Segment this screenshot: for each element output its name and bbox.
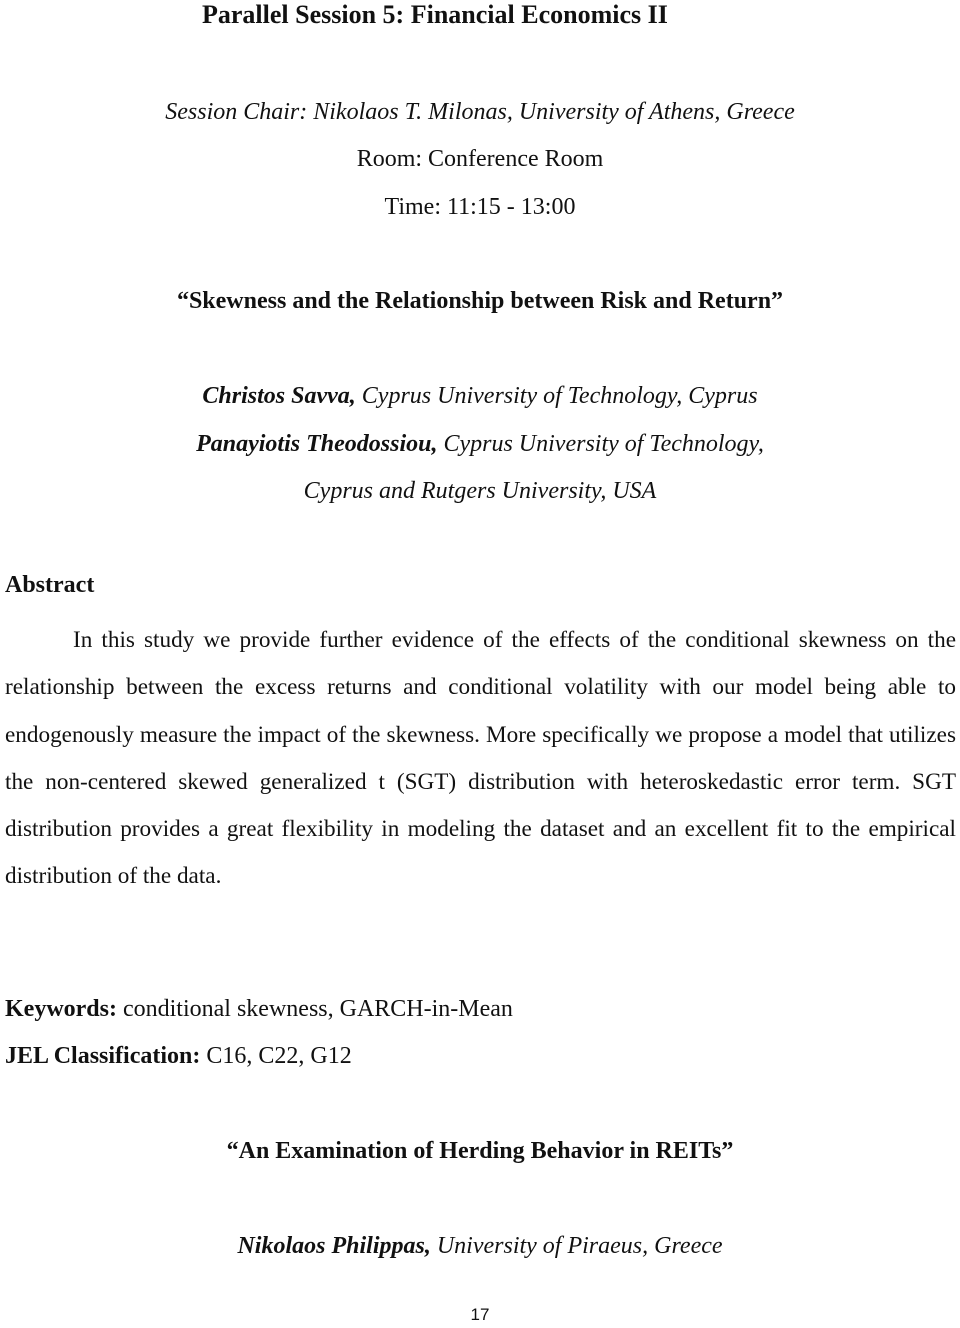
author-affiliation-continued: Cyprus and Rutgers University, USA [303,478,657,504]
author-line [0,384,960,408]
keywords-label: Keywords: [5,996,117,1022]
abstract-body: In this study we provide further evidence of the effects of the conditional skewness on the relationship between the excess returns and conditional volatility with our model being able to endogenously measure the impact of the skewness. More specifically we propose a model that utilizes the non-centered skewed generalized t (SGT) distribution with heteroskedastic error term. SGT distribution provides a great flexibility in modeling the dataset and an excellent fit to the empirical distribution of the data. [5,627,956,890]
author-affiliation: Cyprus University of Technology, Cyprus [355,383,758,409]
author-affiliation: Cyprus University of Technology, [437,431,764,457]
abstract-heading: Abstract [5,572,95,598]
session-title: Parallel Session 5: Financial Economics II [202,0,668,29]
keywords-value: conditional skewness, GARCH-in-Mean [116,996,513,1022]
session-chair: Session Chair: Nikolaos T. Milonas, University of Athens, Greece [165,99,795,125]
author-name: Christos Savva, [202,383,356,409]
jel-line [5,1044,960,1068]
jel-label: JEL Classification: [5,1043,201,1069]
author-name: Panayiotis Theodossiou, [196,431,438,457]
keywords-line [5,997,960,1021]
author-line [0,432,960,456]
paper-title: “An Examination of Herding Behavior in REITs” [226,1138,734,1164]
author-name: Nikolaos Philippas, [237,1233,431,1259]
jel-value: C16, C22, G12 [200,1043,352,1069]
page-number: 17 [470,1305,490,1324]
author-line [0,1234,960,1258]
session-room: Room: Conference Room [356,146,604,172]
author-affiliation: University of Piraeus, Greece [430,1233,723,1259]
paper-title: “Skewness and the Relationship between Risk and Return” [176,288,784,314]
session-time: Time: 11:15 - 13:00 [384,194,576,220]
